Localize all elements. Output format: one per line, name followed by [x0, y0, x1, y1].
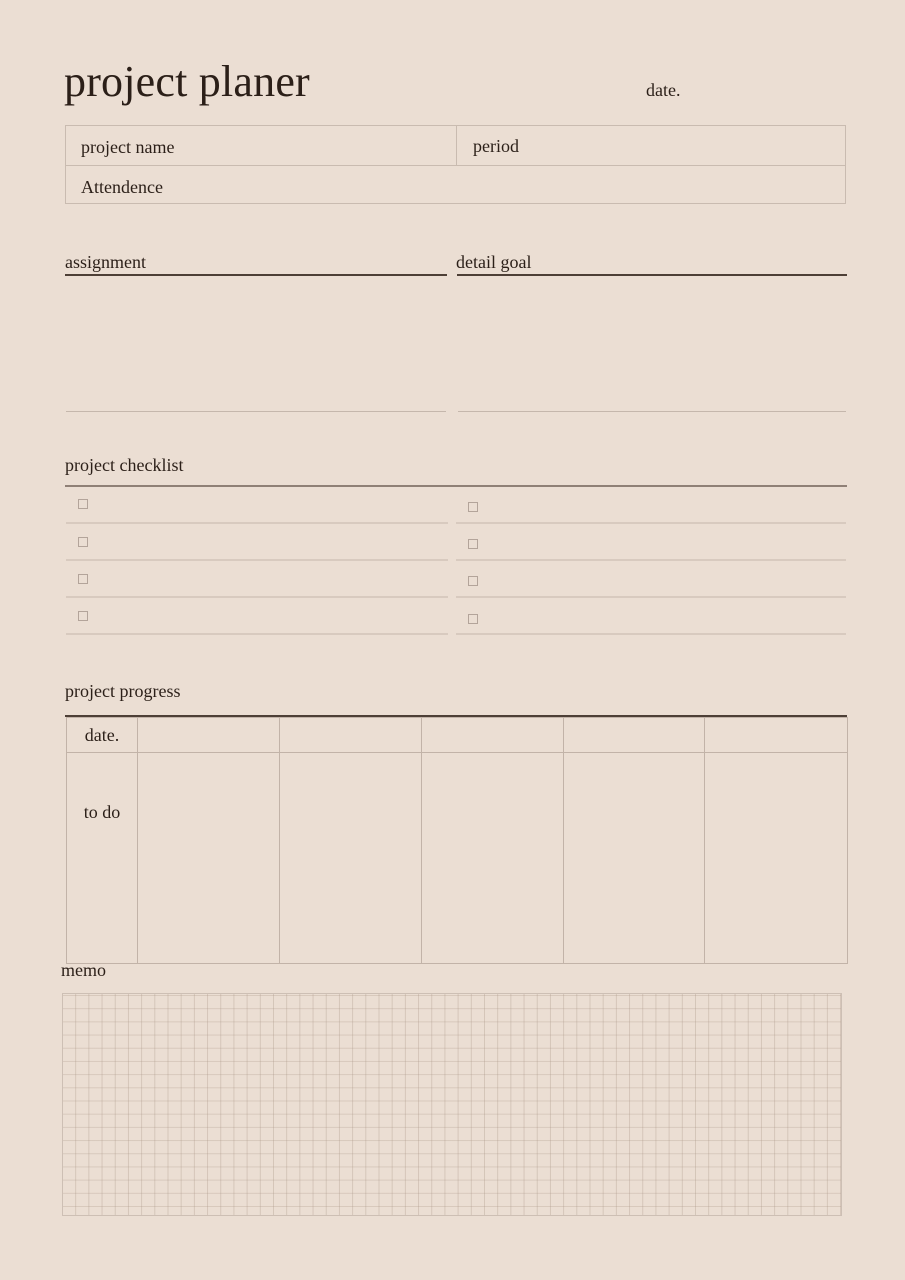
todo-cell-5[interactable]	[705, 753, 848, 964]
assignment-bottom-rule	[66, 411, 446, 412]
todo-cell-3[interactable]	[422, 753, 564, 964]
checklist-item-left-2[interactable]	[66, 525, 448, 560]
date-cell-4[interactable]	[564, 718, 705, 753]
checklist-item-left-3[interactable]	[66, 562, 448, 597]
attendance-field[interactable]: Attendence	[81, 177, 163, 197]
project-info-table	[65, 125, 846, 204]
checkbox-icon[interactable]	[468, 502, 478, 512]
checklist-item-left-4[interactable]	[66, 599, 448, 634]
progress-date-row	[67, 718, 848, 753]
todo-cell-1[interactable]	[138, 753, 280, 964]
period-field[interactable]: period	[473, 136, 519, 156]
checklist-divider	[66, 559, 448, 561]
checklist-divider	[66, 596, 448, 598]
assignment-label: assignment	[65, 252, 146, 272]
page-title: project planer	[64, 57, 310, 106]
checkbox-icon[interactable]	[468, 614, 478, 624]
date-cell-2[interactable]	[280, 718, 422, 753]
assignment-area[interactable]	[65, 277, 447, 411]
checklist-divider	[456, 522, 846, 524]
progress-todo-row	[67, 753, 848, 964]
date-cell-5[interactable]	[705, 718, 848, 753]
checklist-divider	[456, 559, 846, 561]
checklist-item-right-3[interactable]	[456, 562, 846, 597]
progress-label: project progress	[65, 681, 181, 701]
checkbox-icon[interactable]	[78, 499, 88, 509]
progress-table	[66, 717, 848, 964]
checklist-divider	[456, 596, 846, 598]
date-header-cell: date.	[67, 718, 138, 753]
detail-goal-header-rule	[457, 274, 847, 276]
detail-goal-label: detail goal	[456, 252, 532, 272]
project-name-field[interactable]: project name	[81, 137, 175, 157]
checkbox-icon[interactable]	[468, 576, 478, 586]
info-divider	[456, 126, 457, 165]
checklist-header-rule	[65, 485, 847, 487]
memo-label: memo	[61, 960, 106, 980]
date-label[interactable]: date.	[646, 80, 681, 100]
checkbox-icon[interactable]	[468, 539, 478, 549]
todo-cell-2[interactable]	[280, 753, 422, 964]
checkbox-icon[interactable]	[78, 611, 88, 621]
date-cell-3[interactable]	[422, 718, 564, 753]
checklist-divider	[66, 633, 448, 635]
checkbox-icon[interactable]	[78, 574, 88, 584]
checkbox-icon[interactable]	[78, 537, 88, 547]
checklist-item-right-2[interactable]	[456, 525, 846, 560]
date-cell-1[interactable]	[138, 718, 280, 753]
checklist-item-right-1[interactable]	[456, 488, 846, 523]
detail-goal-bottom-rule	[458, 411, 846, 412]
todo-cell-4[interactable]	[564, 753, 705, 964]
checklist-divider	[66, 522, 448, 524]
checklist-label: project checklist	[65, 455, 184, 475]
info-row-name-period	[66, 126, 845, 166]
checklist-item-right-4[interactable]	[456, 599, 846, 634]
detail-goal-area[interactable]	[457, 277, 847, 411]
checklist-divider	[456, 633, 846, 635]
assignment-header-rule	[65, 274, 447, 276]
checklist-item-left-1[interactable]	[66, 488, 448, 523]
todo-header-cell	[67, 753, 138, 964]
memo-grid-area[interactable]	[62, 993, 842, 1216]
todo-header-label: to do	[83, 802, 121, 822]
